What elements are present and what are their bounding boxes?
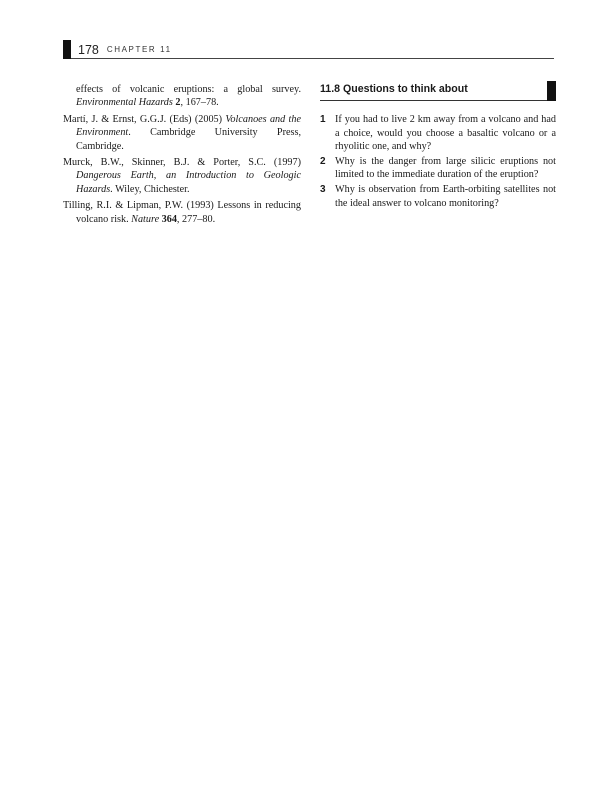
section-marker	[547, 81, 556, 101]
question-item	[320, 183, 556, 210]
references-column	[63, 83, 301, 229]
questions-list	[320, 113, 556, 210]
page-number: 178	[78, 42, 99, 57]
section-header	[320, 81, 556, 101]
chapter-label: CHAPTER 11	[106, 45, 172, 54]
running-header	[63, 40, 172, 59]
question-number: 1	[320, 114, 326, 125]
reference-item: Martí, J. & Ernst, G.G.J. (Eds) (2005) Volcanoes and the Environment. Cambridge University Press, Cambridge.	[63, 113, 301, 152]
question-number: 3	[320, 183, 326, 195]
reference-item: Tilling, R.I. & Lipman, P.W. (1993) Lessons in reducing volcano risk. Nature 364, 277–80.	[63, 200, 301, 225]
section-title: 11.8 Questions to think about	[320, 83, 468, 95]
question-text: Why is the danger from large silicic eruptions not limited to the immediate duration of the eruption?	[335, 155, 556, 181]
question-text: If you had to live 2 km away from a volcano and had a choice, would you choose a basaltic volcano or a rhyolitic one, and why?	[335, 114, 556, 153]
question-number: 2	[320, 155, 326, 167]
header-rule	[71, 58, 554, 59]
question-item	[320, 155, 556, 182]
header-marker	[63, 40, 71, 59]
reference-item: Murck, B.W., Skinner, B.J. & Porter, S.C. (1997) Dangerous Earth, an Introduction to Geologic Hazards. Wiley, Chichester.	[63, 157, 301, 195]
reference-item: effects of volcanic eruptions: a global survey. Environmental Hazards 2, 167–78.	[76, 84, 301, 109]
question-item	[320, 113, 556, 154]
questions-section	[320, 81, 556, 211]
question-text: Why is observation from Earth-orbiting satellites not the ideal answer to volcano monitoring?	[335, 183, 556, 209]
